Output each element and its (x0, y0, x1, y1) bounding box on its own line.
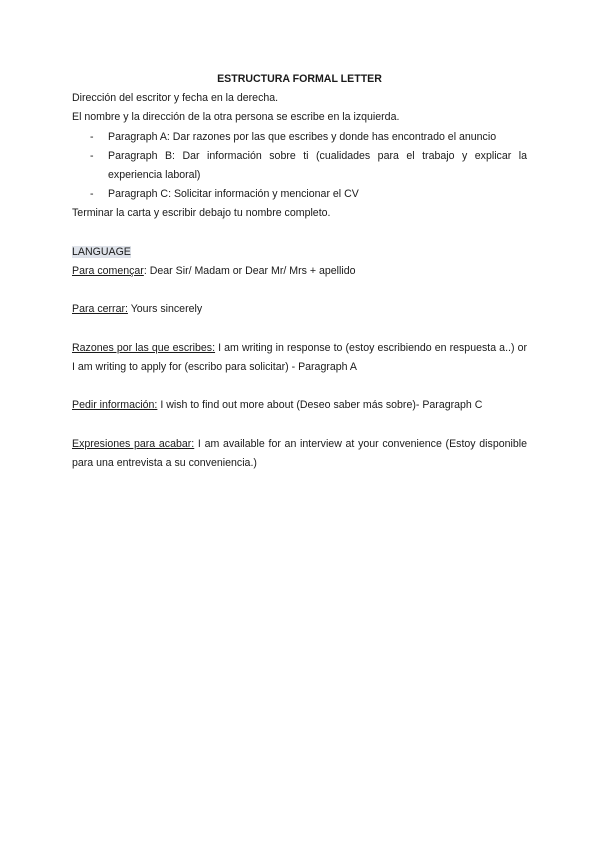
intro-line-recipient-address: El nombre y la dirección de la otra persona se escribe en la izquierda. (72, 111, 400, 124)
phrase-text: Yours sincerely (127, 303, 203, 316)
document-page (72, 70, 527, 473)
spacer (72, 377, 527, 396)
phrase-closing (72, 300, 527, 319)
list-item (72, 185, 527, 204)
list-item (72, 147, 527, 185)
language-heading-text: LANGUAGE (72, 245, 131, 258)
list-item (72, 128, 527, 147)
paragraph-list (72, 128, 527, 205)
phrase-label: Pedir información: (72, 399, 158, 412)
phrase-separator: : (143, 265, 147, 278)
list-item-text: Paragraph B: Dar información sobre ti (cualidades para el trabajo y explicar la experiencia laboral) (108, 149, 527, 182)
phrase-text: Dear Sir/ Madam or Dear Mr/ Mrs + apellido (146, 265, 356, 278)
list-item-text: Paragraph C: Solicitar información y mencionar el CV (108, 188, 359, 201)
spacer (72, 320, 527, 339)
closing-instruction: Terminar la carta y escribir debajo tu nombre completo. (72, 207, 331, 220)
bullet-dash: - (90, 188, 94, 201)
spacer (72, 416, 527, 435)
phrase-text: I am writing in response to (estoy escribiendo en respuesta a..) or I am writing to apply for (escribo para solicitar) - Paragraph A (72, 341, 527, 373)
bullet-dash: - (90, 130, 94, 143)
phrase-reasons (72, 339, 527, 377)
phrase-opening (72, 262, 527, 281)
language-heading (72, 243, 527, 262)
bullet-dash: - (90, 149, 94, 162)
phrase-label: Razones por las que escribes: (72, 341, 216, 354)
phrase-request-info (72, 396, 527, 415)
phrase-text: I am available for an interview at your convenience (Estoy disponible para una entrevista a su conveniencia.) (72, 437, 527, 469)
intro-line-writer-address: Dirección del escritor y fecha en la derecha. (72, 92, 279, 105)
phrase-text: I wish to find out more about (Deseo saber más sobre)- Paragraph C (157, 399, 483, 412)
document-title: ESTRUCTURA FORMAL LETTER (217, 73, 382, 85)
spacer (72, 224, 527, 243)
list-item-text: Paragraph A: Dar razones por las que escribes y donde has encontrado el anuncio (108, 130, 497, 143)
phrase-label: Expresiones para acabar: (72, 437, 195, 450)
spacer (72, 281, 527, 300)
phrase-ending (72, 435, 527, 473)
phrase-label: Para cerrar: (72, 303, 128, 316)
phrase-label: Para començar (72, 265, 144, 278)
